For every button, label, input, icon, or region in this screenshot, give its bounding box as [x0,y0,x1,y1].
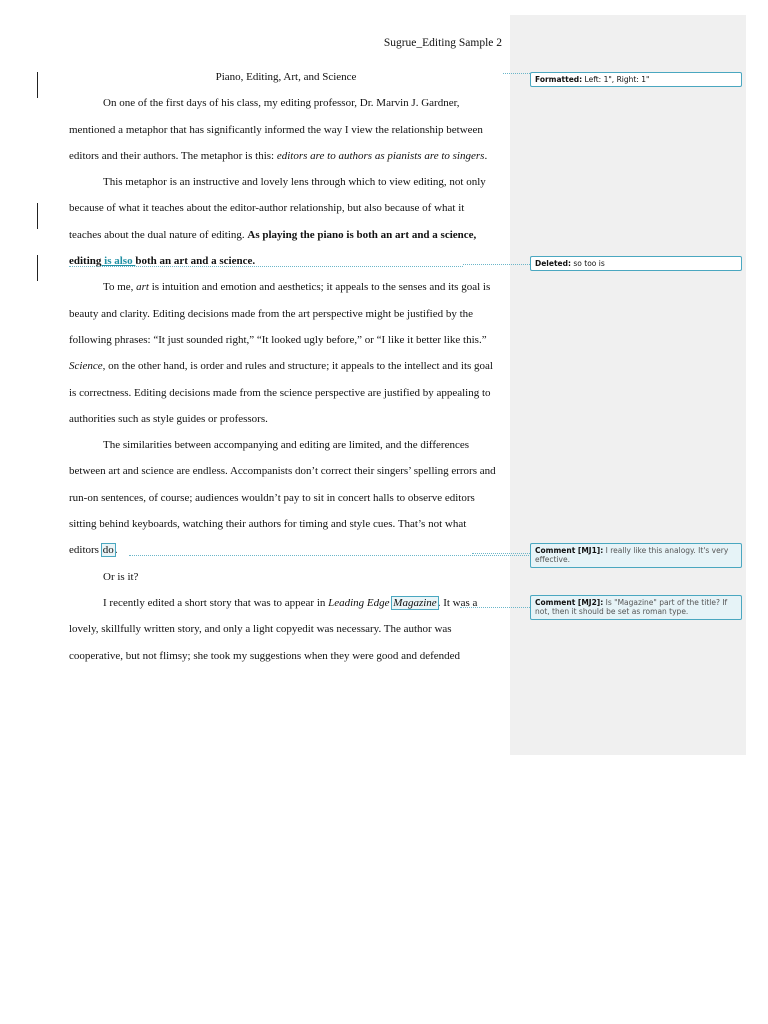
paragraph-line: run-on sentences, of course; audiences wouldn’t pay to sit in concert halls to observe editors [69,491,475,504]
paragraph-line: Or is it? [103,570,139,583]
paragraph-line: between art and science are endless. Accompanists don’t correct their singers’ spelling errors and [69,465,496,478]
paragraph-line: following phrases: “It just sounded right,” “It looked ugly before,” or “I like it better like this.” [69,333,487,346]
formatted-balloon[interactable]: Formatted: Left: 1", Right: 1" [530,72,742,87]
paragraph-line: This metaphor is an instructive and lovely lens through which to view editing, not only [103,176,486,189]
paragraph-line: cooperative, but not flimsy; she took my suggestions when they were good and defended [69,649,461,662]
comment-anchor-mj2[interactable]: Magazine [393,596,437,609]
paragraph-line: is correctness. Editing decisions made from the science perspective are justified by appealing to [69,386,491,399]
comment-leader-margin [472,553,530,554]
comment-anchor-mj1[interactable]: do [102,544,114,557]
deletion-leader-margin [463,264,530,265]
comment-leader-margin [460,607,530,608]
paragraph-line: lovely, skillfully written story, and only a light copyedit was necessary. The author was [69,623,452,636]
change-bar [37,255,38,281]
comment-leader [129,555,529,556]
change-bar [37,203,38,229]
change-bar [37,72,38,98]
paragraph-line: The similarities between accompanying and editing are limited, and the differences [103,439,470,452]
paragraph-line: I recently edited a short story that was to appear in Leading Edge Magazine. It was a [103,596,478,609]
paragraph-line: editing is also both an art and a science. [69,248,503,274]
paragraph-line: teaches about the dual nature of editing. As playing the piano is both an art and a science, [69,228,477,241]
deleted-balloon[interactable]: Deleted: so too is [530,256,742,271]
format-leader [503,73,530,74]
paragraph-line: To me, art is intuition and emotion and aesthetics; it appeals to the senses and its goal is [103,281,491,294]
paragraph-line: beauty and clarity. Editing decisions made from the art perspective might be justified by the [69,307,474,320]
paragraph-line: because of what it teaches about the editor-author relationship, but also because of what it [69,202,465,215]
paragraph-line: mentioned a metaphor that has significantly informed the way I view the relationship between [69,123,483,136]
deletion-leader [69,266,463,267]
comment-balloon-mj1[interactable]: Comment [MJ1]: I really like this analogy. It's very effective. [530,543,742,568]
running-head: Sugrue_Editing Sample 2 [383,37,502,49]
markup-pane [510,15,746,755]
document-body[interactable] [69,64,503,669]
paragraph-line: authorities such as style guides or professors. [69,412,268,425]
paragraph-line: sitting behind keyboards, watching their authors for timing and style cues. That’s not what [69,518,467,531]
comment-balloon-mj2[interactable]: Comment [MJ2]: Is "Magazine" part of the title? If not, then it should be set as roman type. [530,595,742,620]
inserted-text[interactable]: is also [101,255,136,268]
document-title: Piano, Editing, Art, and Science [215,71,357,83]
paragraph-line: editors do. [69,537,503,563]
paragraph-line: Science, on the other hand, is order and rules and structure; it appeals to the intellect and its goal [69,360,493,373]
paragraph-line: On one of the first days of his class, my editing professor, Dr. Marvin J. Gardner, [103,97,460,110]
paragraph-line: editors and their authors. The metaphor is this: editors are to authors as pianists are to singers. [69,149,488,162]
